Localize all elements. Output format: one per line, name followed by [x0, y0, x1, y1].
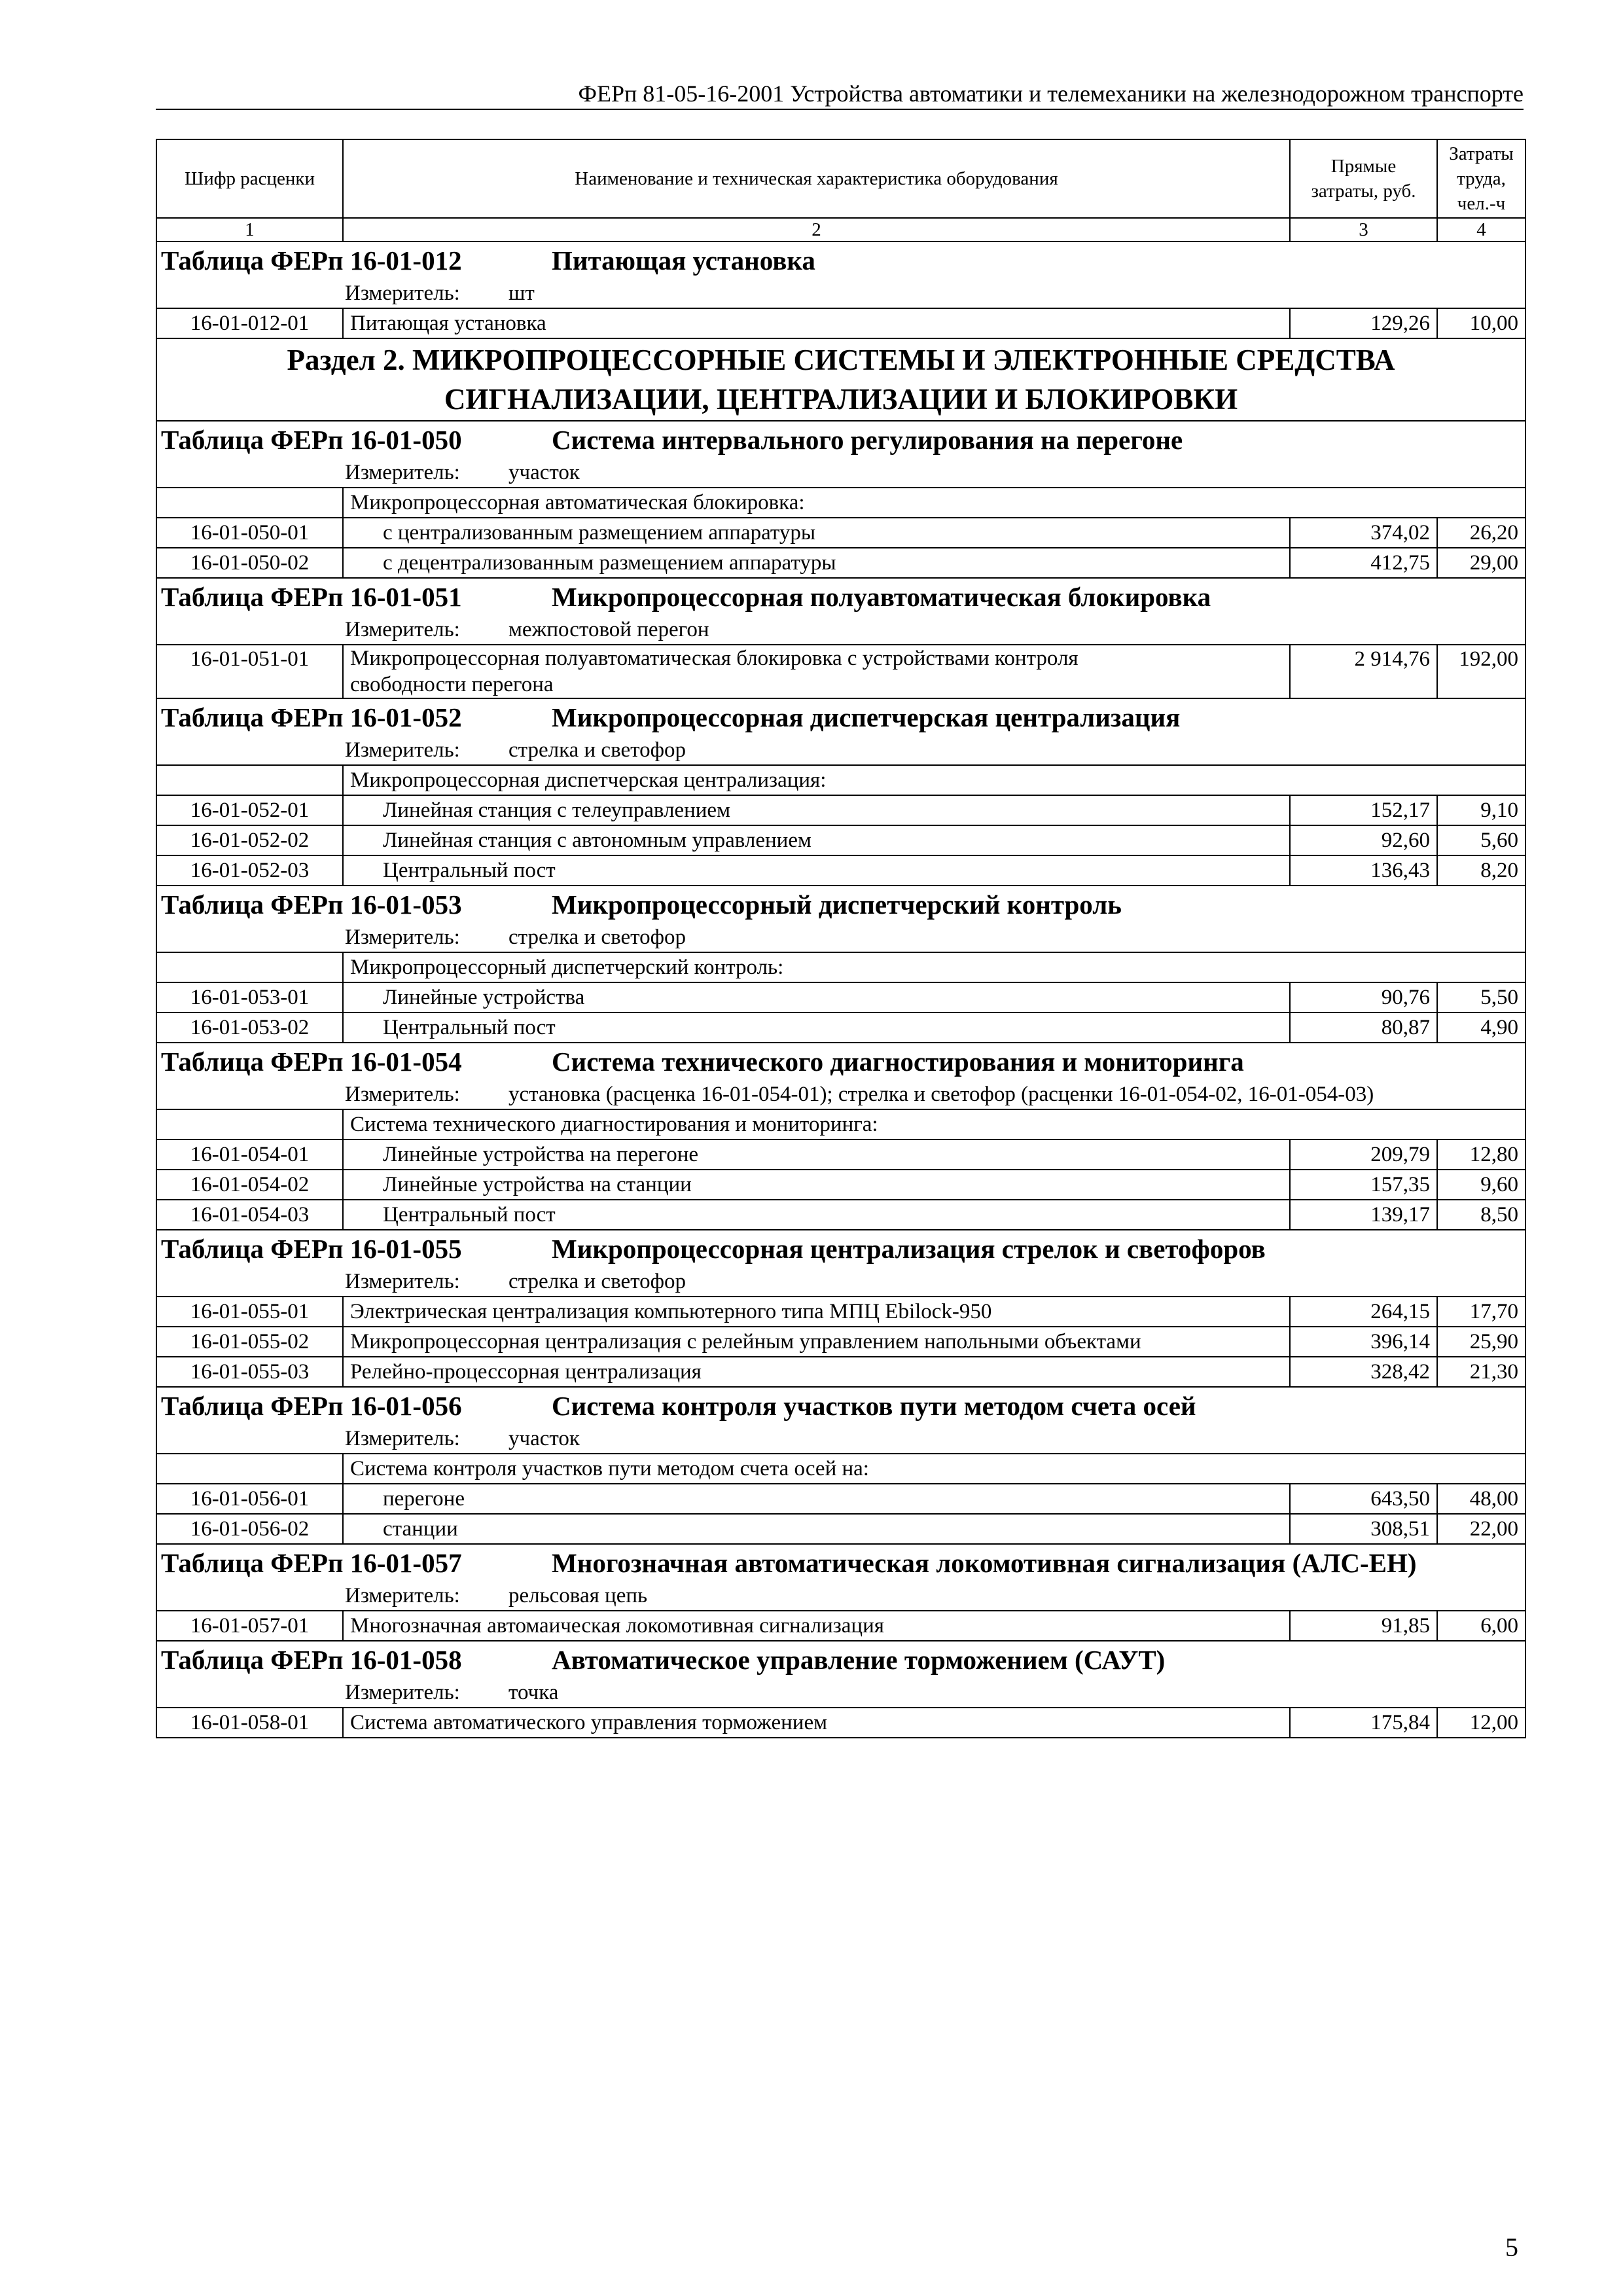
rate-cost: 92,60	[1290, 825, 1437, 855]
col-header-name: Наименование и техническая характеристика оборудования	[343, 139, 1290, 218]
rate-cost: 412,75	[1290, 548, 1437, 578]
group-row	[156, 1109, 1525, 1139]
table-number: Таблица ФЕРп 16-01-055	[161, 1234, 462, 1264]
table-row	[156, 1013, 1525, 1043]
table-heading-row	[156, 1043, 1525, 1080]
measure-label: Измеритель:	[345, 1270, 460, 1293]
measure-value: шт	[508, 281, 535, 305]
measure-row	[156, 923, 1525, 952]
table-heading-row	[156, 578, 1525, 615]
table-title: Система контроля участков пути методом счета осей	[552, 1391, 1196, 1421]
rate-labor: 48,00	[1437, 1484, 1525, 1514]
rate-cost: 80,87	[1290, 1013, 1437, 1043]
rate-name: Линейные устройства	[343, 982, 1290, 1013]
rate-code: 16-01-057-01	[156, 1611, 343, 1641]
group-title: Микропроцессорная диспетчерская централизация:	[343, 765, 1525, 795]
section-title-line1: Раздел 2. МИКРОПРОЦЕССОРНЫЕ СИСТЕМЫ И ЭЛЕКТРОННЫЕ СРЕДСТВА	[287, 344, 1395, 376]
rate-name: Микропроцессорная централизация с релейным управлением напольными объектами	[343, 1327, 1290, 1357]
col-number: 3	[1290, 218, 1437, 242]
group-row	[156, 488, 1525, 518]
rate-labor: 17,70	[1437, 1297, 1525, 1327]
col-number: 2	[343, 218, 1290, 242]
rate-cost: 308,51	[1290, 1514, 1437, 1544]
rate-cost: 643,50	[1290, 1484, 1437, 1514]
rate-cost: 374,02	[1290, 518, 1437, 548]
table-row	[156, 645, 1525, 698]
col-header-labor: Затраты труда, чел.-ч	[1437, 139, 1525, 218]
rate-code: 16-01-050-02	[156, 548, 343, 578]
measure-row	[156, 458, 1525, 488]
table-heading-row	[156, 1544, 1525, 1581]
table-row	[156, 1708, 1525, 1738]
table-title: Автоматическое управление торможением (САУТ)	[552, 1645, 1166, 1675]
rate-cost: 91,85	[1290, 1611, 1437, 1641]
table-heading-row	[156, 421, 1525, 458]
measure-value: участок	[508, 1427, 580, 1450]
measure-value: стрелка и светофор	[508, 738, 686, 762]
rate-name: с децентрализованным размещением аппаратуры	[343, 548, 1290, 578]
table-number: Таблица ФЕРп 16-01-012	[161, 245, 462, 276]
group-row	[156, 1454, 1525, 1484]
table-row	[156, 1327, 1525, 1357]
measure-row	[156, 1424, 1525, 1454]
table-heading-row	[156, 886, 1525, 923]
table-title: Микропроцессорная полуавтоматическая блокировка	[552, 582, 1211, 612]
table-number: Таблица ФЕРп 16-01-058	[161, 1645, 462, 1675]
rate-labor: 4,90	[1437, 1013, 1525, 1043]
col-header-cost: Прямые затраты, руб.	[1290, 139, 1437, 218]
table-number: Таблица ФЕРп 16-01-050	[161, 425, 462, 455]
measure-row	[156, 279, 1525, 308]
table-number: Таблица ФЕРп 16-01-051	[161, 582, 462, 612]
rate-cost: 328,42	[1290, 1357, 1437, 1387]
group-title: Микропроцессорный диспетчерский контроль:	[343, 952, 1525, 982]
measure-value: стрелка и светофор	[508, 925, 686, 949]
table-title: Микропроцессорная диспетчерская централизация	[552, 702, 1181, 732]
col-number: 1	[156, 218, 343, 242]
rate-cost: 129,26	[1290, 308, 1437, 338]
rate-name: Линейные устройства на перегоне	[343, 1139, 1290, 1170]
rate-labor: 29,00	[1437, 548, 1525, 578]
rate-name: перегоне	[343, 1484, 1290, 1514]
measure-label: Измеритель:	[345, 925, 460, 949]
rate-code: 16-01-050-01	[156, 518, 343, 548]
measure-label: Измеритель:	[345, 1681, 460, 1704]
table-title: Многозначная автоматическая локомотивная сигнализация (АЛС-ЕН)	[552, 1548, 1417, 1578]
section-heading-row	[156, 338, 1525, 421]
table-heading-row	[156, 1387, 1525, 1424]
table-row	[156, 1297, 1525, 1327]
running-header: ФЕРп 81-05-16-2001 Устройства автоматики и телемеханики на железнодорожном транспорте	[578, 81, 1524, 107]
rate-code: 16-01-054-01	[156, 1139, 343, 1170]
table-number: Таблица ФЕРп 16-01-057	[161, 1548, 462, 1578]
rate-name: Линейная станция с автономным управлением	[343, 825, 1290, 855]
rates-table	[156, 139, 1526, 1738]
rate-labor: 12,00	[1437, 1708, 1525, 1738]
table-row	[156, 548, 1525, 578]
measure-value: стрелка и светофор	[508, 1270, 686, 1293]
measure-row	[156, 1678, 1525, 1708]
rate-labor: 10,00	[1437, 308, 1525, 338]
rate-cost: 396,14	[1290, 1327, 1437, 1357]
rate-code: 16-01-052-02	[156, 825, 343, 855]
table-row	[156, 1200, 1525, 1230]
rate-cost: 2 914,76	[1290, 645, 1437, 698]
rate-name: Центральный пост	[343, 855, 1290, 886]
table-row	[156, 855, 1525, 886]
rate-cost: 136,43	[1290, 855, 1437, 886]
rate-cost: 152,17	[1290, 795, 1437, 825]
rate-labor: 5,50	[1437, 982, 1525, 1013]
table-row	[156, 1170, 1525, 1200]
measure-row	[156, 736, 1525, 765]
table-row	[156, 308, 1525, 338]
rate-name: Микропроцессорная полуавтоматическая блокировка с устройствами контроля свободности перегона	[343, 645, 1290, 698]
table-title: Микропроцессорный диспетчерский контроль	[552, 889, 1122, 920]
page-number: 5	[1505, 2233, 1518, 2262]
table-header-row	[156, 139, 1525, 218]
rate-name: Центральный пост	[343, 1200, 1290, 1230]
table-heading-row	[156, 242, 1525, 279]
rate-code: 16-01-053-02	[156, 1013, 343, 1043]
group-title: Система технического диагностирования и мониторинга:	[343, 1109, 1525, 1139]
rate-name: с централизованным размещением аппаратуры	[343, 518, 1290, 548]
group-title: Микропроцессорная автоматическая блокировка:	[343, 488, 1525, 518]
measure-row	[156, 1080, 1525, 1109]
measure-label: Измеритель:	[345, 618, 460, 641]
rate-labor: 9,10	[1437, 795, 1525, 825]
table-heading-row	[156, 698, 1525, 736]
rate-labor: 9,60	[1437, 1170, 1525, 1200]
rate-code: 16-01-012-01	[156, 308, 343, 338]
table-row	[156, 825, 1525, 855]
table-number: Таблица ФЕРп 16-01-056	[161, 1391, 462, 1421]
rate-code: 16-01-051-01	[156, 645, 343, 698]
rate-code: 16-01-053-01	[156, 982, 343, 1013]
measure-label: Измеритель:	[345, 1584, 460, 1607]
rate-name: Центральный пост	[343, 1013, 1290, 1043]
measure-label: Измеритель:	[345, 1427, 460, 1450]
measure-row	[156, 1267, 1525, 1297]
measure-value: участок	[508, 461, 580, 484]
table-row	[156, 1514, 1525, 1544]
group-title: Система контроля участков пути методом счета осей на:	[343, 1454, 1525, 1484]
rate-labor: 192,00	[1437, 645, 1525, 698]
rate-name: Питающая установка	[343, 308, 1290, 338]
table-title: Система интервального регулирования на перегоне	[552, 425, 1183, 455]
rate-cost: 157,35	[1290, 1170, 1437, 1200]
rate-code: 16-01-052-03	[156, 855, 343, 886]
measure-label: Измеритель:	[345, 738, 460, 762]
measure-row	[156, 1581, 1525, 1611]
rate-labor: 26,20	[1437, 518, 1525, 548]
rate-code: 16-01-058-01	[156, 1708, 343, 1738]
group-row	[156, 952, 1525, 982]
col-number: 4	[1437, 218, 1525, 242]
table-row	[156, 1611, 1525, 1641]
rate-name: Линейные устройства на станции	[343, 1170, 1290, 1200]
measure-row	[156, 615, 1525, 645]
rate-labor: 8,50	[1437, 1200, 1525, 1230]
group-row	[156, 765, 1525, 795]
rate-code: 16-01-054-02	[156, 1170, 343, 1200]
table-heading-row	[156, 1230, 1525, 1267]
rate-name: Релейно-процессорная централизация	[343, 1357, 1290, 1387]
col-header-code: Шифр расценки	[156, 139, 343, 218]
table-number: Таблица ФЕРп 16-01-052	[161, 702, 462, 732]
measure-label: Измеритель:	[345, 281, 460, 305]
rate-labor: 5,60	[1437, 825, 1525, 855]
measure-value: установка (расценка 16-01-054-01); стрелка и светофор (расценки 16-01-054-02, 16-01-054-03)	[508, 1083, 1374, 1106]
rate-name: Многозначная автомаическая локомотивная сигнализация	[343, 1611, 1290, 1641]
rate-cost: 175,84	[1290, 1708, 1437, 1738]
rate-labor: 6,00	[1437, 1611, 1525, 1641]
table-title: Система технического диагностирования и мониторинга	[552, 1047, 1244, 1077]
measure-value: рельсовая цепь	[508, 1584, 648, 1607]
rate-code: 16-01-054-03	[156, 1200, 343, 1230]
measure-label: Измеритель:	[345, 1083, 460, 1106]
table-row	[156, 795, 1525, 825]
rate-labor: 12,80	[1437, 1139, 1525, 1170]
column-numbers-row	[156, 218, 1525, 242]
measure-label: Измеритель:	[345, 461, 460, 484]
rate-code: 16-01-056-02	[156, 1514, 343, 1544]
table-title: Питающая установка	[552, 245, 815, 276]
rate-code: 16-01-055-01	[156, 1297, 343, 1327]
rate-name: станции	[343, 1514, 1290, 1544]
measure-value: точка	[508, 1681, 559, 1704]
rate-code: 16-01-055-03	[156, 1357, 343, 1387]
table-title: Микропроцессорная централизация стрелок и светофоров	[552, 1234, 1266, 1264]
rate-cost: 264,15	[1290, 1297, 1437, 1327]
table-row	[156, 518, 1525, 548]
table-row	[156, 1139, 1525, 1170]
rate-cost: 139,17	[1290, 1200, 1437, 1230]
table-row	[156, 1484, 1525, 1514]
rate-code: 16-01-055-02	[156, 1327, 343, 1357]
table-number: Таблица ФЕРп 16-01-054	[161, 1047, 462, 1077]
table-row	[156, 982, 1525, 1013]
rate-labor: 25,90	[1437, 1327, 1525, 1357]
section-title-line2: СИГНАЛИЗАЦИИ, ЦЕНТРАЛИЗАЦИИ И БЛОКИРОВКИ	[444, 383, 1238, 416]
rate-labor: 21,30	[1437, 1357, 1525, 1387]
rate-cost: 209,79	[1290, 1139, 1437, 1170]
rate-labor: 22,00	[1437, 1514, 1525, 1544]
rate-name: Линейная станция с телеуправлением	[343, 795, 1290, 825]
rate-cost: 90,76	[1290, 982, 1437, 1013]
table-row	[156, 1357, 1525, 1387]
rate-code: 16-01-056-01	[156, 1484, 343, 1514]
rate-labor: 8,20	[1437, 855, 1525, 886]
measure-value: межпостовой перегон	[508, 618, 709, 641]
rate-name: Система автоматического управления торможением	[343, 1708, 1290, 1738]
table-number: Таблица ФЕРп 16-01-053	[161, 889, 462, 920]
header-rule	[156, 109, 1524, 110]
rate-code: 16-01-052-01	[156, 795, 343, 825]
rate-name: Электрическая централизация компьютерного типа МПЦ Ebilock-950	[343, 1297, 1290, 1327]
table-heading-row	[156, 1641, 1525, 1678]
